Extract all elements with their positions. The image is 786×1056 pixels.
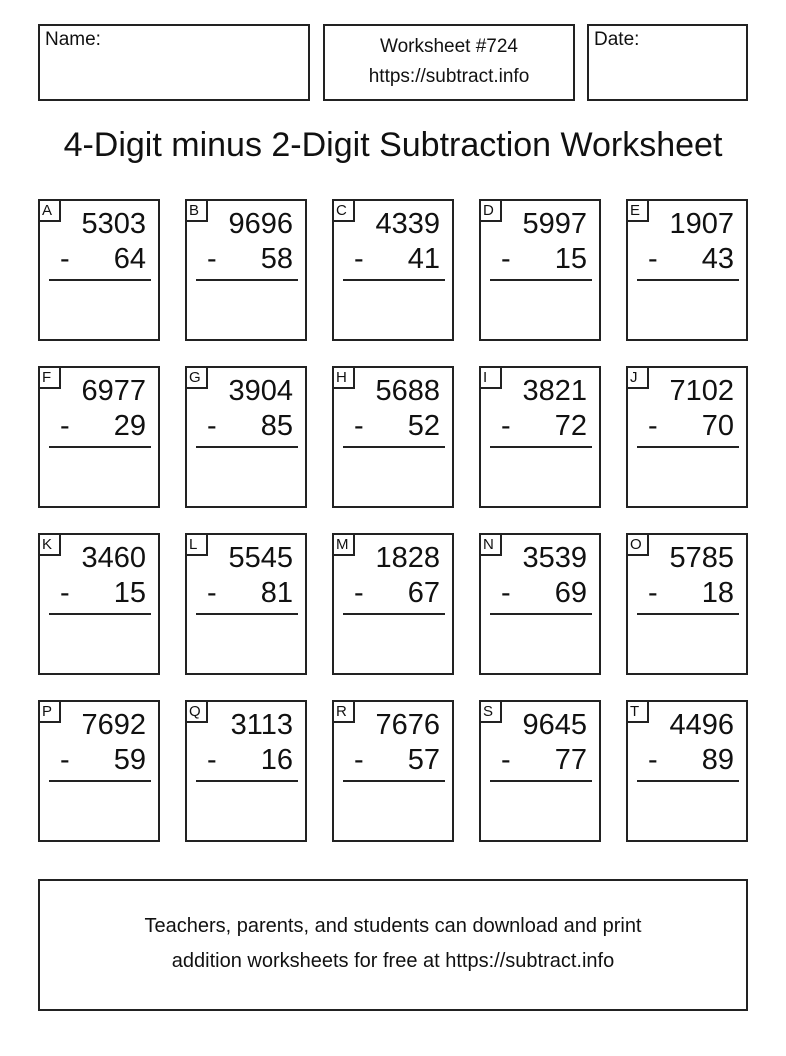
minuend: 1907: [669, 208, 734, 240]
minus-sign: -: [648, 577, 658, 609]
minuend: 7102: [669, 375, 734, 407]
subtrahend: 77: [554, 744, 587, 776]
problem-label: L: [185, 533, 208, 556]
subtrahend: 58: [260, 243, 293, 275]
problem-label: E: [626, 199, 649, 222]
answer-line: [343, 446, 445, 448]
minuend: 3904: [228, 375, 293, 407]
minuend: 5545: [228, 542, 293, 574]
answer-line: [196, 446, 298, 448]
answer-line: [343, 279, 445, 281]
problem-label: C: [332, 199, 355, 222]
minus-sign: -: [501, 410, 511, 442]
name-label: Name:: [45, 29, 101, 50]
problem-label: S: [479, 700, 502, 723]
minus-sign: -: [60, 744, 70, 776]
minuend: 9645: [522, 709, 587, 741]
subtrahend: 70: [701, 410, 734, 442]
footer-box: [38, 879, 748, 1011]
subtrahend: 43: [701, 243, 734, 275]
minus-sign: -: [354, 410, 364, 442]
minuend: 5785: [669, 542, 734, 574]
minuend: 6977: [81, 375, 146, 407]
minuend: 3821: [522, 375, 587, 407]
minus-sign: -: [207, 410, 217, 442]
answer-line: [49, 279, 151, 281]
subtrahend: 18: [701, 577, 734, 609]
problem-card: [185, 366, 307, 508]
answer-line: [490, 613, 592, 615]
footer-line-2: addition worksheets for free at https://subtract.info: [171, 950, 615, 972]
minuend: 9696: [228, 208, 293, 240]
answer-line: [49, 613, 151, 615]
minuend: 5303: [81, 208, 146, 240]
minus-sign: -: [648, 410, 658, 442]
minus-sign: -: [207, 243, 217, 275]
subtrahend: 89: [701, 744, 734, 776]
minus-sign: -: [501, 744, 511, 776]
problem-label: K: [38, 533, 61, 556]
subtrahend: 16: [260, 744, 293, 776]
date-field[interactable]: [587, 24, 748, 101]
problem-card: [185, 700, 307, 842]
answer-line: [196, 613, 298, 615]
page-title: 4-Digit minus 2-Digit Subtraction Worksheet: [63, 126, 723, 164]
minus-sign: -: [60, 410, 70, 442]
answer-line: [49, 446, 151, 448]
minuend: 5997: [522, 208, 587, 240]
problem-label: F: [38, 366, 61, 389]
answer-line: [490, 279, 592, 281]
minus-sign: -: [207, 744, 217, 776]
problem-card: [332, 366, 454, 508]
problem-card: [479, 533, 601, 675]
problem-label: I: [479, 366, 502, 389]
answer-line: [490, 780, 592, 782]
subtrahend: 41: [407, 243, 440, 275]
problem-label: M: [332, 533, 355, 556]
answer-line: [637, 780, 739, 782]
problem-label: J: [626, 366, 649, 389]
subtrahend: 29: [113, 410, 146, 442]
subtrahend: 81: [260, 577, 293, 609]
problem-card: [479, 366, 601, 508]
answer-line: [49, 780, 151, 782]
worksheet-number: Worksheet #724: [379, 36, 518, 57]
problem-label: G: [185, 366, 208, 389]
problem-card: [626, 533, 748, 675]
name-field[interactable]: [38, 24, 310, 101]
problem-card: [185, 199, 307, 341]
subtrahend: 15: [554, 243, 587, 275]
problem-card: [332, 700, 454, 842]
minus-sign: -: [354, 577, 364, 609]
subtrahend: 64: [113, 243, 146, 275]
subtrahend: 52: [407, 410, 440, 442]
subtrahend: 15: [113, 577, 146, 609]
worksheet-url: https://subtract.info: [368, 66, 530, 87]
minuend: 3460: [81, 542, 146, 574]
problem-label: A: [38, 199, 61, 222]
minuend: 3539: [522, 542, 587, 574]
answer-line: [637, 613, 739, 615]
problem-label: T: [626, 700, 649, 723]
problem-card: [38, 366, 160, 508]
answer-line: [196, 279, 298, 281]
problem-label: D: [479, 199, 502, 222]
problem-card: [332, 199, 454, 341]
minuend: 1828: [375, 542, 440, 574]
minus-sign: -: [501, 243, 511, 275]
answer-line: [196, 780, 298, 782]
problem-card: [479, 199, 601, 341]
minus-sign: -: [207, 577, 217, 609]
minus-sign: -: [354, 243, 364, 275]
minuend: 3113: [230, 709, 293, 741]
subtrahend: 57: [407, 744, 440, 776]
subtrahend: 69: [554, 577, 587, 609]
subtrahend: 85: [260, 410, 293, 442]
problem-card: [185, 533, 307, 675]
problem-label: N: [479, 533, 502, 556]
answer-line: [490, 446, 592, 448]
minus-sign: -: [501, 577, 511, 609]
minuend: 4496: [669, 709, 734, 741]
problem-label: B: [185, 199, 208, 222]
problem-card: [38, 199, 160, 341]
problem-label: O: [626, 533, 649, 556]
answer-line: [637, 279, 739, 281]
minus-sign: -: [648, 243, 658, 275]
problem-card: [332, 533, 454, 675]
problem-card: [626, 199, 748, 341]
problem-card: [626, 366, 748, 508]
problem-card: [38, 700, 160, 842]
subtrahend: 72: [554, 410, 587, 442]
problem-label: R: [332, 700, 355, 723]
date-label: Date:: [594, 29, 640, 50]
subtrahend: 67: [407, 577, 440, 609]
problem-label: Q: [185, 700, 208, 723]
problem-card: [479, 700, 601, 842]
problem-card: [38, 533, 160, 675]
problem-label: H: [332, 366, 355, 389]
minuend: 7692: [81, 709, 146, 741]
problem-card: [626, 700, 748, 842]
subtrahend: 59: [113, 744, 146, 776]
minuend: 5688: [375, 375, 440, 407]
footer-line-1: Teachers, parents, and students can download and print: [144, 915, 642, 937]
answer-line: [343, 780, 445, 782]
problem-label: P: [38, 700, 61, 723]
minuend: 4339: [375, 208, 440, 240]
minus-sign: -: [648, 744, 658, 776]
answer-line: [637, 446, 739, 448]
minus-sign: -: [60, 577, 70, 609]
minus-sign: -: [354, 744, 364, 776]
minuend: 7676: [375, 709, 440, 741]
worksheet-info-box: [323, 24, 575, 101]
answer-line: [343, 613, 445, 615]
minus-sign: -: [60, 243, 70, 275]
